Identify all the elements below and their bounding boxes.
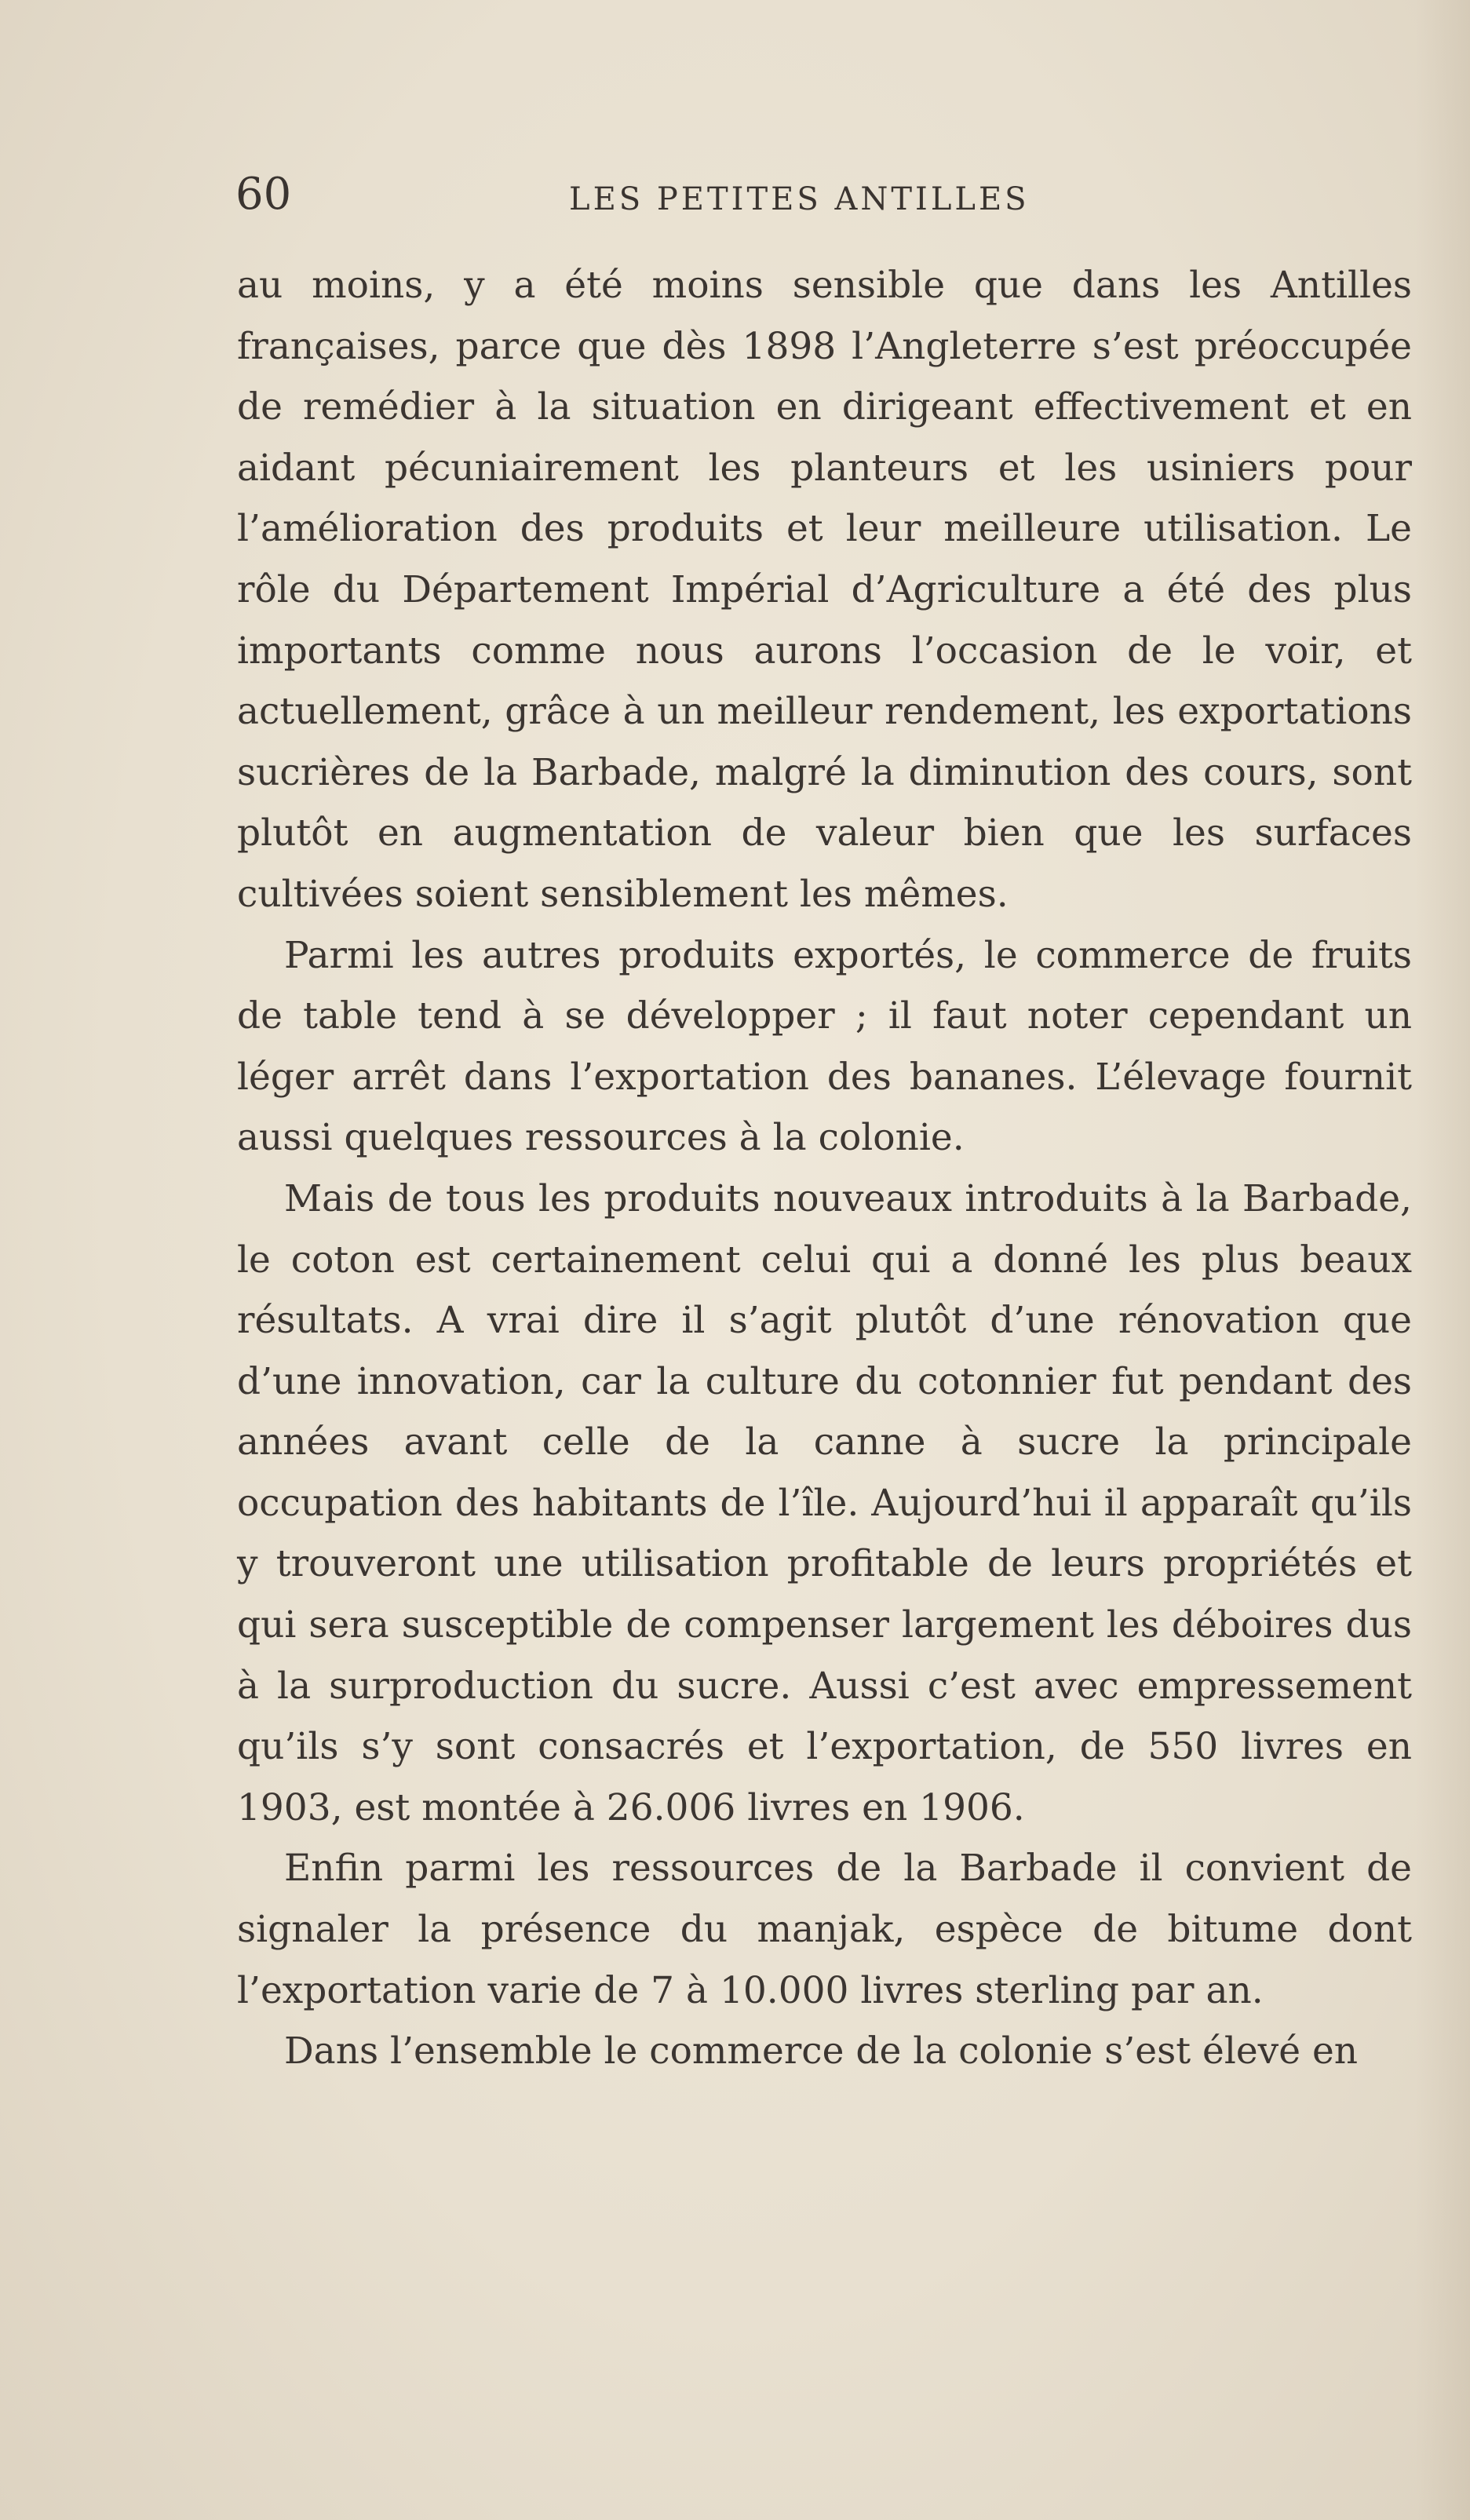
running-header [235,163,1413,226]
paragraph-manjak: Enfin parmi les ressources de la Barbade il convient de signaler la présence du manjak, espèce de bitume dont l’exportation varie de 7 à 10.000 livres sterling par an. [237,1847,1412,2012]
page-edge-shadow [1415,0,1470,2520]
page-number: 60 [235,169,292,220]
paragraph-other-exports: Parmi les autres produits exportés, le commerce de fruits de table tend à se développer ; il faut noter cependant un léger arrêt dans l’exportation des bananes. L’élevage fournit aussi quelques ressources à la colonie. [237,933,1412,1160]
paragraph-commerce: Dans l’ensemble le commerce de la colonie s’est élevé en [284,2029,1359,2073]
paragraph-cotton: Mais de tous les produits nouveaux introduits à la Barbade, le coton est certainement celui qui a donné les plus beaux résultats. A vrai dire il s’agit plutôt d’une rénovation que d’une innovation, car la culture du cotonnier fut pendant des années avant celle de la canne à sucre la principale occupation des habitants de l’île. Aujourd’hui il apparaît qu’ils y trouveront une utilisation profitable de leurs propriétés et qui sera susceptible de compenser largement les déboires dus à la surproduction du sucre. Aussi c’est avec empressement qu’ils s’y sont consacrés et l’exportation, de 550 livres en 1903, est montée à 26.006 livres en 1906. [237,1176,1412,1829]
running-title: LES PETITES ANTILLES [569,181,1030,217]
paragraph-continuation: au moins, y a été moins sensible que dans les Antilles françaises, parce que dès 1898 l’Angleterre s’est préoccupée de remédier à la situation en dirigeant effectivement et en aidant pécuniairement les planteurs et les usiniers pour l’amélioration des produits et leur meilleure utilisation. Le rôle du Département Impérial d’Agriculture a été des plus importants comme nous aurons l’occasion de le voir, et actuellement, grâce à un meilleur rendement, les exportations sucrières de la Barbade, malgré la diminution des cours, sont plutôt en augmentation de valeur bien que les surfaces cultivées soient sensiblement les mêmes. [237,264,1412,916]
body-text [237,255,1412,2082]
